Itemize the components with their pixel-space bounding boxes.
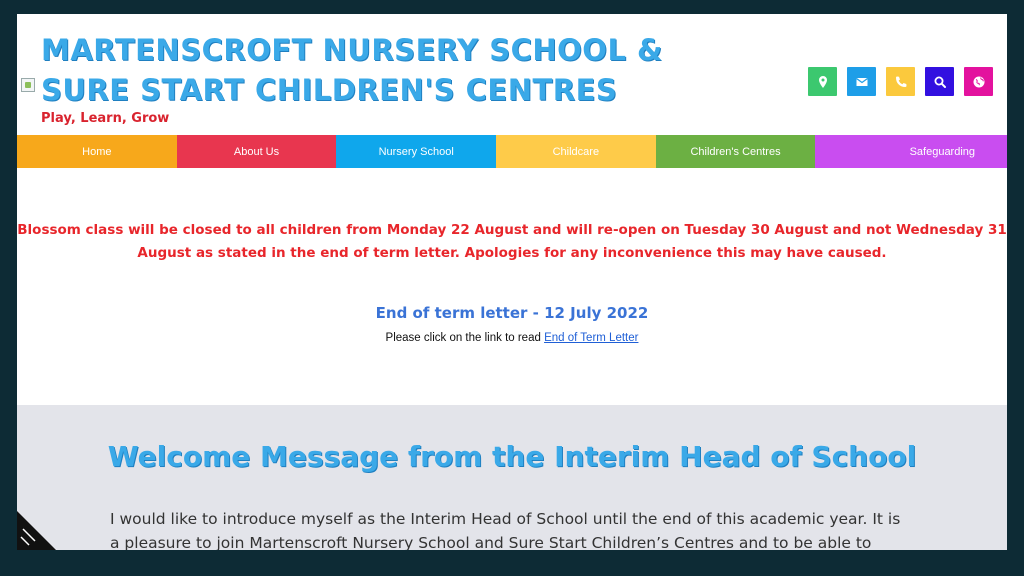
corner-graphic bbox=[17, 511, 57, 550]
welcome-body: I would like to introduce myself as the Interim Head of School until the end of this academic year. It is a pleasure to join Martenscroft Nursery School and Sure Start Children’s Centres and to be able to bbox=[110, 510, 901, 550]
letter-instruction-text: Please click on the link to read bbox=[385, 332, 545, 344]
letter-heading: End of term letter - 12 July 2022 bbox=[375, 304, 649, 322]
main-navigation bbox=[17, 135, 1007, 168]
nav-item-childcare[interactable]: Childcare bbox=[496, 135, 656, 168]
nav-item-safeguarding[interactable]: Safeguarding bbox=[815, 135, 1007, 168]
end-of-term-letter-link[interactable]: End of Term Letter bbox=[544, 332, 639, 344]
browser-viewport bbox=[17, 14, 1007, 550]
letter-instruction bbox=[17, 332, 1007, 344]
nav-item-nursery-school[interactable]: Nursery School bbox=[336, 135, 496, 168]
welcome-title: Welcome Message from the Interim Head of School bbox=[107, 440, 917, 473]
closure-notice: Blossom class will be closed to all children from Monday 22 August and will re-open on Tuesday 30 August and not Wednesday 31 August as stated in the end of term letter. Apologies for any inconvenience this may have caused. bbox=[17, 222, 1007, 261]
search-icon[interactable] bbox=[925, 67, 954, 96]
contact-icon-row bbox=[808, 67, 993, 96]
nav-item-home[interactable]: Home bbox=[17, 135, 177, 168]
logo-image[interactable] bbox=[21, 78, 35, 92]
site-title[interactable]: MARTENSCROFT NURSERY SCHOOL & SURE START CHILDREN'S CENTRES bbox=[41, 33, 663, 107]
phone-icon[interactable] bbox=[886, 67, 915, 96]
envelope-icon[interactable] bbox=[847, 67, 876, 96]
welcome-section bbox=[17, 405, 1007, 550]
map-marker-icon[interactable] bbox=[808, 67, 837, 96]
globe-icon[interactable] bbox=[964, 67, 993, 96]
nav-item-about-us[interactable]: About Us bbox=[177, 135, 337, 168]
site-tagline: Play, Learn, Grow bbox=[41, 111, 170, 126]
nav-item-childrens-centres[interactable]: Children's Centres bbox=[656, 135, 816, 168]
site-header bbox=[17, 14, 1007, 136]
